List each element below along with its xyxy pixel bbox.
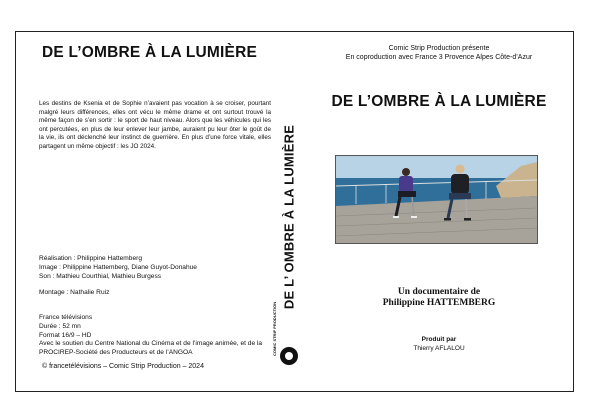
synopsis-text: Les destins de Ksenia et de Sophie n’avaient pas vocation à se croiser, pourtant malgré leurs différences, elles ont vécu le même drame et ont surtout trouvé la même façon de s’en sortir : le sport de haut niveau. Alors que les véhicules qui les ont percutées, en plus de leur enlever leur jambe, auraient pu leur ôter le goût de la vie, ils ont déclenché leur instinct de guerrière. En plus d’une force vitale, elles partagent un même objectif : les JO 2024. [39,100,271,150]
info-line: Format 16/9 – HD [39,331,92,339]
documentary-label: Un documentaire de [397,287,481,297]
credit-line: Son : Mathieu Courthial, Mathieu Burgess [39,272,162,280]
info-line: Avec le soutien du Centre National du Cinéma et de l’image animée, et de la PROCIREP-Société des Producteurs et de l’ANGOA [39,340,263,357]
info-line: Durée : 52 mn [39,322,81,330]
credits-block [39,255,279,298]
produced-by-label: Produit par [421,336,457,343]
spine-title: DE L’ OMBRE À LA LUMIÈRE [281,124,297,310]
back-cover-title: DE L’OMBRE À LA LUMIÈRE [42,44,258,61]
montage-credit: Montage : Nathalie Ruiz [39,289,110,297]
info-line: France télévisions [39,314,93,321]
director-name: Philippine HATTEMBERG [382,298,496,308]
credit-line: Image : Philippine Hattemberg, Diane Guyot-Donahue [39,263,197,271]
film-reel-logo-icon [280,347,298,365]
production-info-block [39,314,279,358]
spine-logo-label: COMIC STRIP PRODUCTION [272,301,277,356]
coproduction-line: En coproduction avec France 3 Provence Alpes Côte-d’Azur [345,54,533,61]
front-cover-title: DE L’OMBRE À LA LUMIÈRE [331,93,547,110]
credit-line: Réalisation : Philippine Hattemberg [39,255,142,262]
copyright-line: © francetélévisions – Comic Strip Production – 2024 [42,363,204,370]
producer-name: Thierry AFLALOU [413,345,465,352]
spine [281,31,297,392]
cover-photo [335,155,538,244]
presents-line: Comic Strip Production présente [388,45,490,52]
